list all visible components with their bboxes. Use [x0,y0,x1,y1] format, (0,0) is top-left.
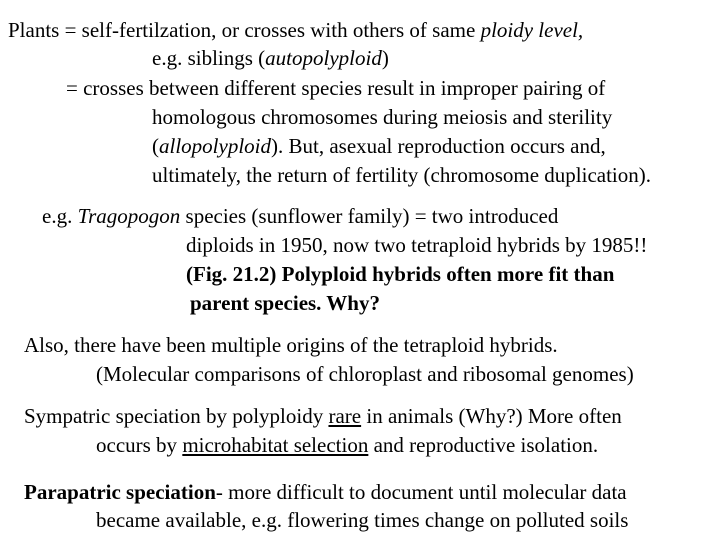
multiple-origins-line-1: Also, there have been multiple origins of the tetraploid hybrids. [24,333,558,357]
text-run: ) [381,46,389,70]
text-run: species (sunflower family) = two introduced [180,204,559,228]
text-run: e.g. siblings ( [152,46,266,70]
polyploidy-plants-line-5 [152,136,606,157]
ploidy-level-term: ploidy level, [480,18,584,42]
polyploidy-plants-line-4: homologous chromosomes during meiosis and sterility [152,105,613,129]
autopolyploid-term: autopolyploid [265,46,382,70]
allopolyploid-term: allopolyploid [159,134,271,158]
tragopogon-line-3: (Fig. 21.2) Polyploid hybrids often more fit than [186,262,615,286]
text-run: e.g. [42,204,78,228]
text-run: Sympatric speciation by polyploidy [24,404,329,428]
text-run: occurs by [96,433,183,457]
text-run: ). But, asexual reproduction occurs and, [271,134,606,158]
polyploidy-plants-line-6: ultimately, the return of fertility (chromosome duplication). [152,163,651,187]
text-run: Plants = self-fertilzation, or crosses with others of same [8,18,481,42]
microhabitat-selection-term: microhabitat selection [182,433,369,457]
tragopogon-line-4: parent species. Why? [190,291,380,315]
multiple-origins-line-2: (Molecular comparisons of chloroplast and ribosomal genomes) [96,362,634,386]
parapatric-line-2: became available, e.g. flowering times change on polluted soils [96,508,629,532]
polyploidy-plants-line-3: = crosses between different species result in improper pairing of [66,76,606,100]
tragopogon-line-2: diploids in 1950, now two tetraploid hybrids by 1985!! [186,233,648,257]
sympatric-line-2 [96,435,598,456]
text-run: - more difficult to document until molecular data [215,480,627,504]
sympatric-line-1 [24,406,622,427]
tragopogon-term: Tragopogon [77,204,181,228]
text-run: in animals (Why?) More often [361,404,622,428]
tragopogon-line-1 [42,206,558,227]
parapatric-speciation-term: Parapatric speciation [24,480,216,504]
polyploidy-plants-line-1 [8,20,583,41]
parapatric-line-1 [24,482,627,503]
text-run: ( [152,134,159,158]
rare-term: rare [328,404,362,428]
text-run: and reproductive isolation. [368,433,599,457]
polyploidy-plants-line-2 [152,48,389,69]
